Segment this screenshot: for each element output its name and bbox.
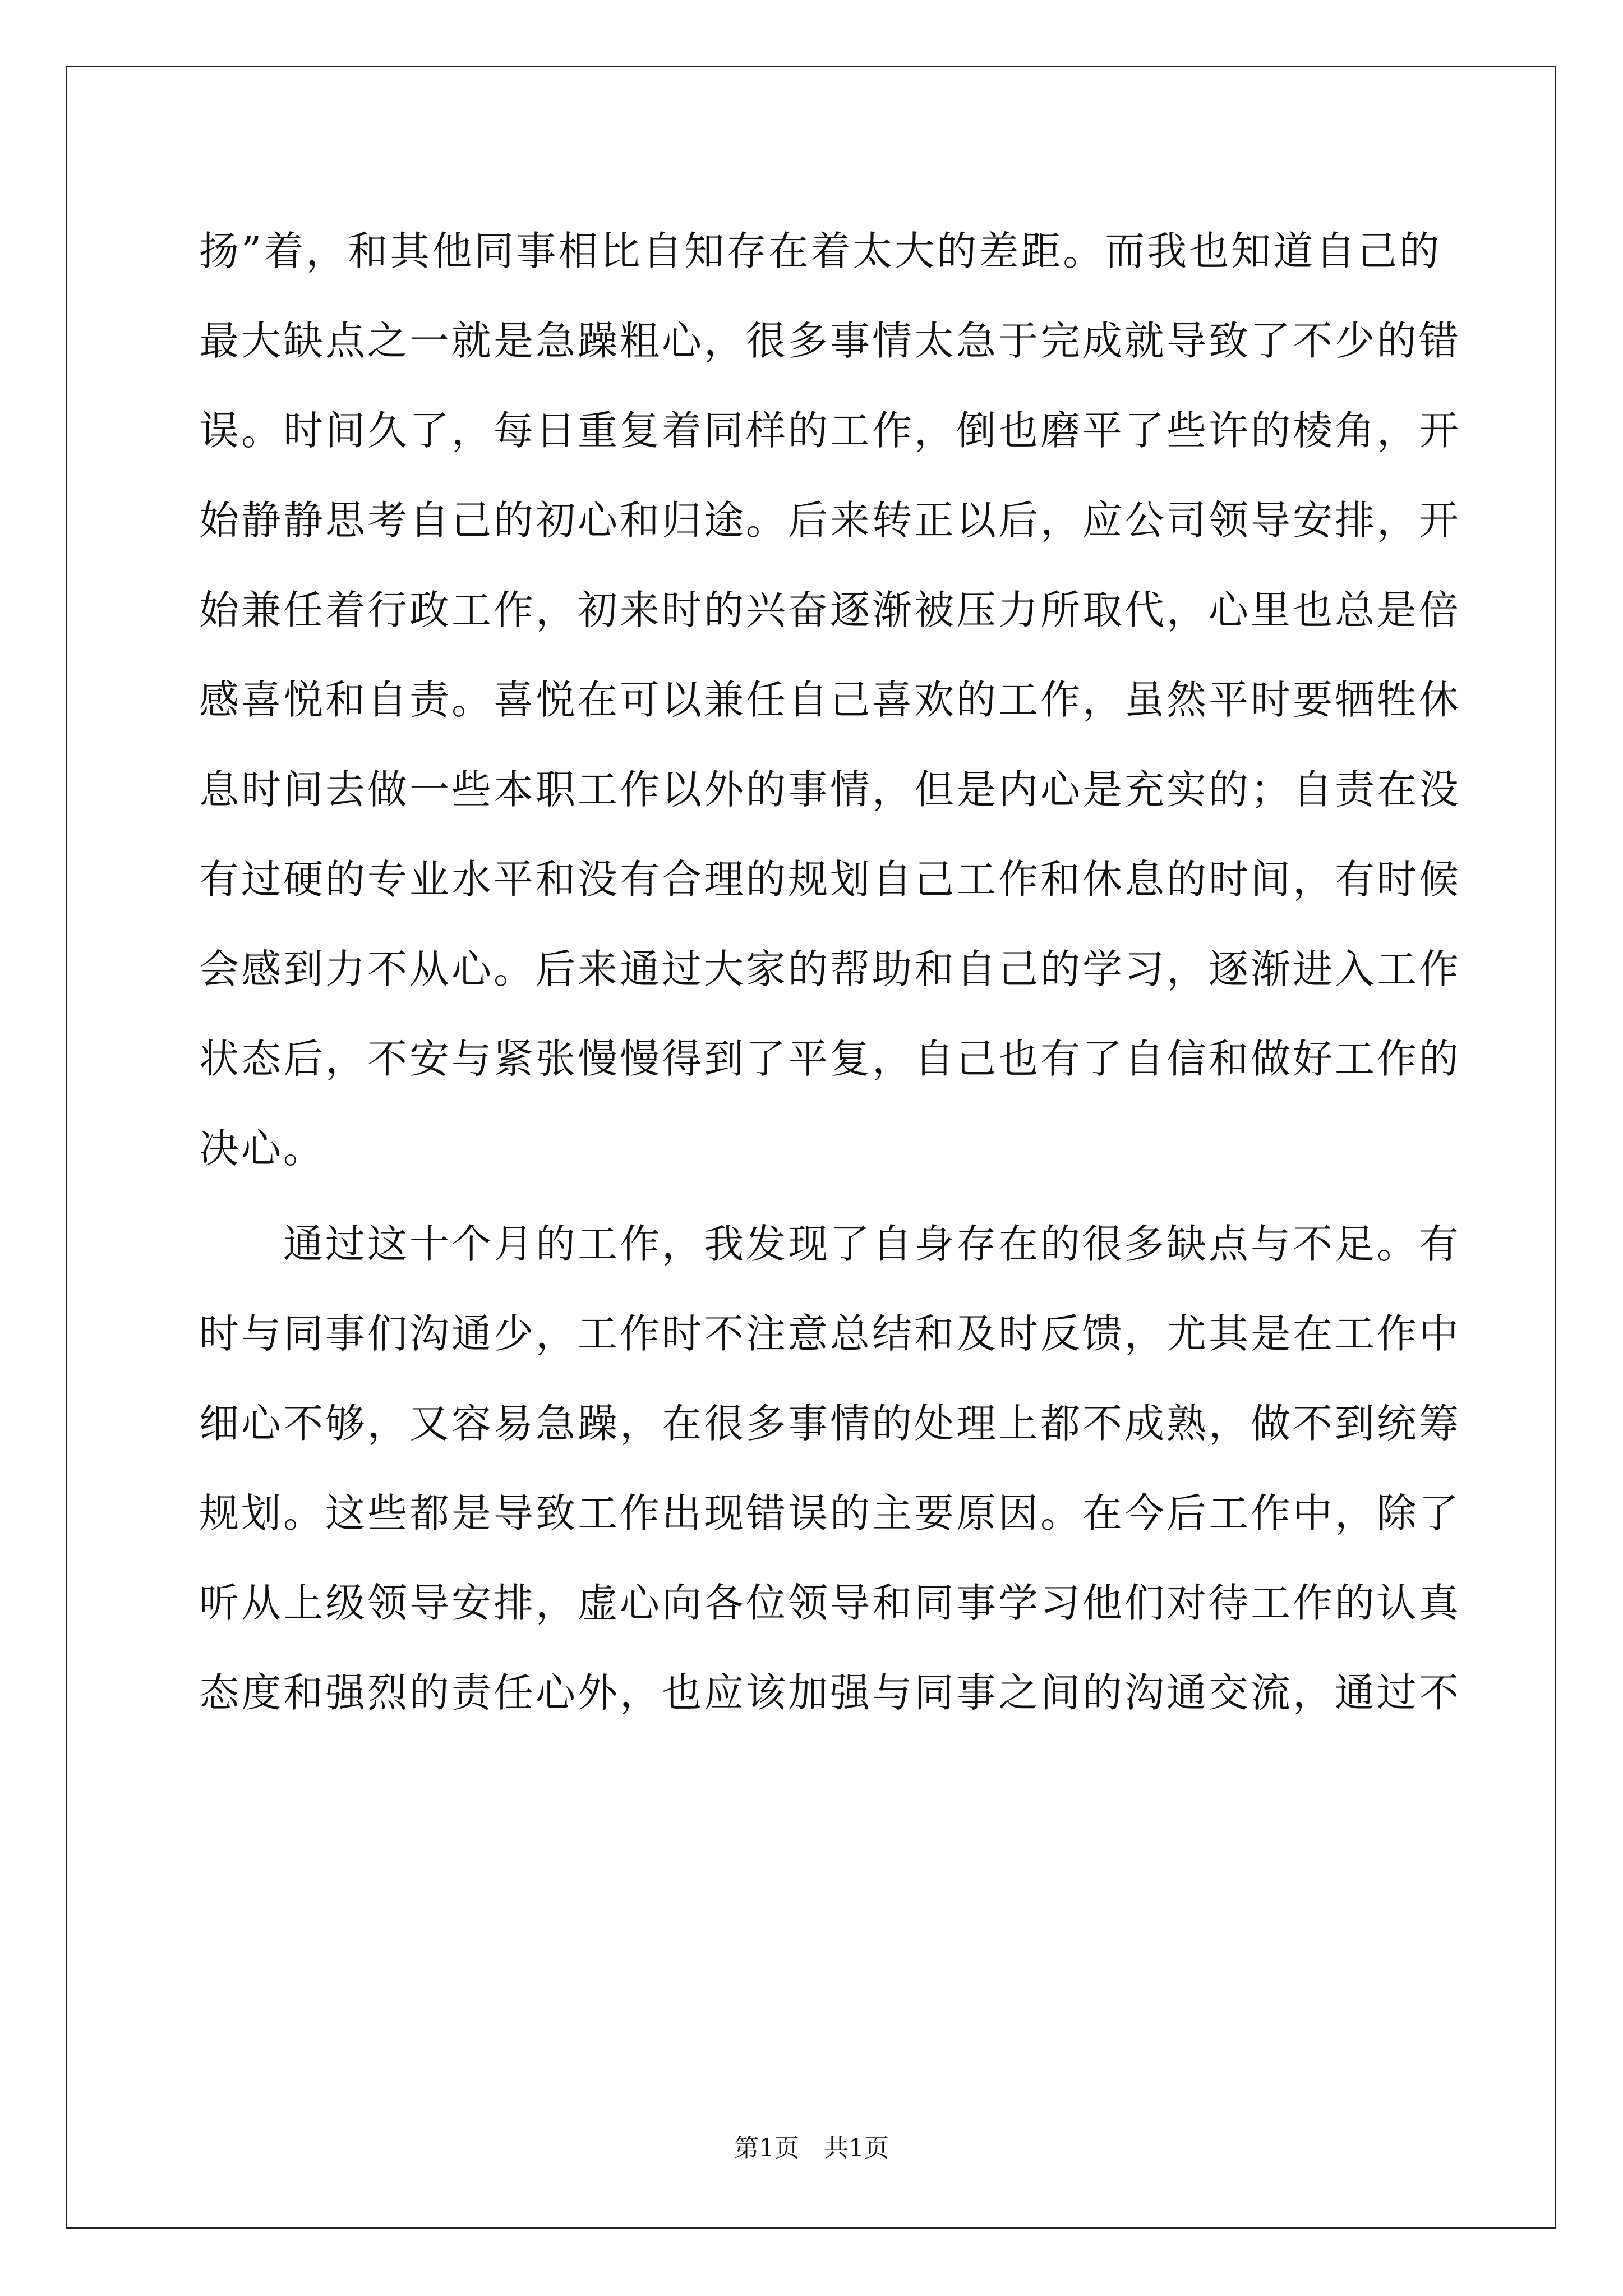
text-line: 会感到力不从心。后来通过大家的帮助和自己的学习，逐渐进入工作 <box>199 946 1461 992</box>
text-line: 息时间去做一些本职工作以外的事情，但是内心是充实的；自责在没 <box>199 766 1461 813</box>
text-line: 感喜悦和自责。喜悦在可以兼任自己喜欢的工作，虽然平时要牺牲休 <box>199 677 1461 723</box>
text-line: 扬”着，和其他同事相比自知存在着太大的差距。而我也知道自己的 <box>199 228 1442 274</box>
text-line: 最大缺点之一就是急躁粗心，很多事情太急于完成就导致了不少的错 <box>199 318 1461 364</box>
page-footer: 第1页 共1页 <box>734 2134 889 2162</box>
text-line: 听从上级领导安排，虚心向各位领导和同事学习他们对待工作的认真 <box>199 1580 1461 1626</box>
text-line: 决心。 <box>199 1125 326 1172</box>
text-line: 误。时间久了，每日重复着同样的工作，倒也磨平了些许的棱角，开 <box>199 407 1461 454</box>
text-line: 有过硬的专业水平和没有合理的规划自己工作和休息的时间，有时候 <box>199 856 1461 903</box>
text-line: 始静静思考自己的初心和归途。后来转正以后，应公司领导安排，开 <box>199 497 1461 544</box>
text-line: 始兼任着行政工作，初来时的兴奋逐渐被压力所取代，心里也总是倍 <box>199 587 1461 633</box>
text-line: 通过这十个月的工作，我发现了自身存在的很多缺点与不足。有 <box>199 1221 1461 1267</box>
text-line: 态度和强烈的责任心外，也应该加强与同事之间的沟通交流，通过不 <box>199 1669 1461 1716</box>
text-line: 规划。这些都是导致工作出现错误的主要原因。在今后工作中，除了 <box>199 1490 1461 1536</box>
text-line: 状态后，不安与紧张慢慢得到了平复，自己也有了自信和做好工作的 <box>199 1036 1461 1082</box>
text-line: 时与同事们沟通少，工作时不注意总结和及时反馈，尤其是在工作中 <box>199 1310 1461 1357</box>
text-line: 细心不够，又容易急躁，在很多事情的处理上都不成熟，做不到统筹 <box>199 1400 1461 1447</box>
